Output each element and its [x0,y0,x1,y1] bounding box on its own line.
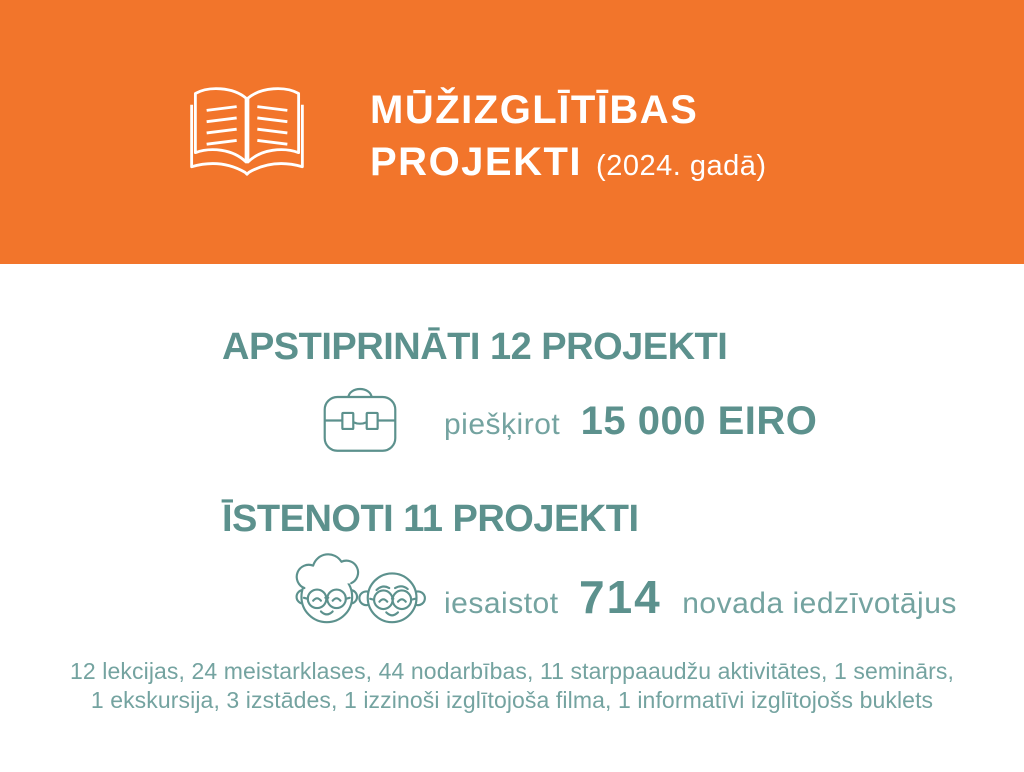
page-title [370,84,767,192]
approved-stat-label: piešķirot [444,408,561,441]
activity-summary [0,657,1024,715]
header-band [0,0,1024,264]
approved-stat-line [444,399,817,444]
briefcase-icon [318,377,402,459]
implemented-stat-value: 714 [579,571,662,623]
approved-heading: APSTIPRINĀTI 12 PROJEKTI [222,326,728,368]
implemented-stat-line [444,570,957,624]
open-book-icon [186,84,308,180]
title-line1: MŪŽIZGLĪTĪBAS [370,88,699,132]
seniors-icon [290,551,426,629]
implemented-stat-label: iesaistot [444,587,559,620]
summary-line-2: 1 ekskursija, 3 izstādes, 1 izzinoši izglītojoša filma, 1 informatīvi izglītojošs buklets [90,687,934,713]
implemented-heading: ĪSTENOTI 11 PROJEKTI [222,498,639,540]
summary-line-1: 12 lekcijas, 24 meistarklases, 44 nodarbības, 11 starppaaudžu aktivitātes, 1 seminārs, [70,658,954,684]
title-year-note: (2024. gadā) [596,150,767,182]
title-line2 [370,136,767,192]
title-line2-bold: PROJEKTI [370,140,583,184]
approved-stat-value: 15 000 EIRO [580,399,818,443]
implemented-stat-suffix: novada iedzīvotājus [682,587,957,620]
